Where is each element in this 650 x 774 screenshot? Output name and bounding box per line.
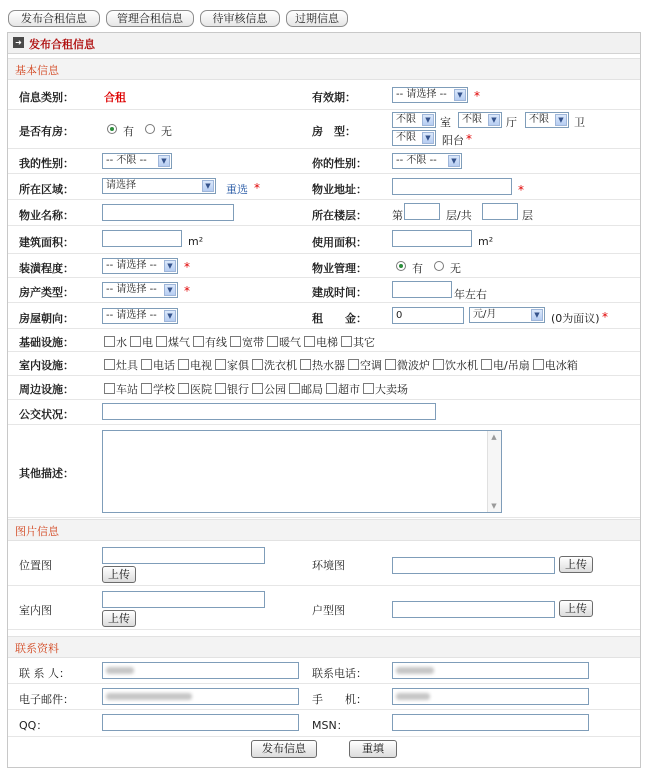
checkbox-option[interactable] xyxy=(156,336,190,349)
layout-label: 房 型： xyxy=(312,125,356,138)
build-time-suffix: 年左右 xyxy=(454,288,487,301)
required-star: * xyxy=(474,89,480,103)
row-contact-1 xyxy=(8,658,640,684)
checkbox-label: 银行 xyxy=(227,383,249,396)
checkbox-label: 电冰箱 xyxy=(544,359,578,372)
checkbox[interactable] xyxy=(252,359,263,370)
section-contact: 联系资料 xyxy=(8,636,640,658)
layout-hall-unit: 厅 xyxy=(506,116,517,129)
required-star: * xyxy=(466,132,472,146)
validity-label: 有效期： xyxy=(312,91,356,104)
checkbox-option[interactable] xyxy=(289,383,323,396)
checkbox-label: 微波炉 xyxy=(397,359,430,372)
environment-pic-file-input[interactable] xyxy=(392,557,555,574)
reset-button[interactable]: 重填 xyxy=(349,740,397,758)
checkbox-option[interactable] xyxy=(178,359,212,372)
chevron-down-icon: ▼ xyxy=(422,132,434,144)
has-room-no-radio[interactable] xyxy=(145,124,155,134)
tab-pending[interactable]: 待审核信息 xyxy=(200,10,280,27)
checkbox-option[interactable] xyxy=(104,383,138,396)
your-gender-label: 你的性别： xyxy=(312,157,367,170)
checkbox-option[interactable] xyxy=(130,336,153,349)
layout-balcony-unit: 阳台 xyxy=(442,134,464,147)
required-star: * xyxy=(602,310,608,324)
checkbox-label: 灶具 xyxy=(116,359,138,372)
scroll-down-icon[interactable]: ▼ xyxy=(491,502,497,510)
required-star: * xyxy=(254,181,260,195)
my-gender-label: 我的性别： xyxy=(19,157,74,170)
checkbox-option[interactable] xyxy=(215,359,249,372)
has-room-yes-radio[interactable] xyxy=(107,124,117,134)
nearby-group xyxy=(104,381,411,397)
contact-mobile-input[interactable] xyxy=(392,688,589,705)
chevron-down-icon: ▼ xyxy=(158,155,170,167)
environment-upload-button[interactable]: 上传 xyxy=(559,556,593,573)
address-input[interactable] xyxy=(392,178,512,195)
use-area-label: 使用面积： xyxy=(312,236,367,249)
district-label: 所在区域： xyxy=(19,183,74,196)
required-star: * xyxy=(184,260,190,274)
checkbox-option[interactable] xyxy=(252,359,297,372)
checkbox[interactable] xyxy=(481,359,492,370)
chevron-down-icon: ▼ xyxy=(422,114,434,126)
floor-label: 所在楼层： xyxy=(312,209,367,222)
layout-bath-unit: 卫 xyxy=(574,116,585,129)
checkbox-label: 学校 xyxy=(153,383,175,396)
checkbox[interactable] xyxy=(363,383,374,394)
info-type-value: 合租 xyxy=(104,91,126,104)
property-name-input[interactable] xyxy=(102,204,234,221)
row-other-description xyxy=(8,425,640,518)
checkbox-option[interactable] xyxy=(104,336,127,349)
layout-room-unit: 室 xyxy=(440,116,451,129)
checkbox[interactable] xyxy=(156,336,167,347)
publish-form-panel xyxy=(7,32,641,768)
checkbox-label: 洗衣机 xyxy=(264,359,297,372)
checkbox-label: 暖气 xyxy=(279,336,301,349)
house-type-label: 房产类型： xyxy=(19,286,74,299)
contact-msn-label: MSN： xyxy=(312,719,348,732)
address-label: 物业地址： xyxy=(312,183,367,196)
required-star: * xyxy=(518,183,524,197)
checkbox[interactable] xyxy=(433,359,444,370)
row-orientation xyxy=(8,303,640,329)
floor-total-input[interactable] xyxy=(482,203,518,220)
row-transit xyxy=(8,400,640,425)
floor-suffix: 层 xyxy=(522,209,533,222)
checkbox-option[interactable] xyxy=(385,359,430,372)
row-info-type xyxy=(8,81,640,110)
rent-unit-select[interactable]: 元/月 ▼ xyxy=(469,307,545,323)
checkbox[interactable] xyxy=(267,336,278,347)
redacted-value xyxy=(396,693,430,700)
other-label: 其他描述： xyxy=(19,467,74,480)
checkbox-label: 大卖场 xyxy=(375,383,408,396)
panel-titlebar xyxy=(8,33,640,54)
checkbox[interactable] xyxy=(104,359,115,370)
transit-label: 公交状况： xyxy=(19,408,74,421)
checkbox[interactable] xyxy=(215,359,226,370)
chevron-down-icon: ▼ xyxy=(448,155,460,167)
has-room-yes-label: 有 xyxy=(123,125,134,138)
checkbox-label: 电梯 xyxy=(316,336,338,349)
row-contact-3 xyxy=(8,710,640,737)
checkbox-label: 电视 xyxy=(190,359,212,372)
checkbox-option[interactable] xyxy=(141,383,175,396)
district-select[interactable]: 请选择 ▼ xyxy=(102,178,216,194)
checkbox-label: 宽带 xyxy=(242,336,264,349)
rent-input[interactable]: 0 xyxy=(392,307,464,324)
district-reset-link[interactable]: 重选 xyxy=(226,183,248,196)
checkbox-label: 饮水机 xyxy=(445,359,478,372)
checkbox-option[interactable] xyxy=(533,359,578,372)
rent-label: 租 金： xyxy=(312,312,367,325)
has-room-no-label: 无 xyxy=(161,125,172,138)
row-nearby-facilities xyxy=(8,376,640,400)
panel-title: 发布合租信息 xyxy=(29,38,95,51)
management-no-radio[interactable] xyxy=(434,261,444,271)
build-time-label: 建成时间： xyxy=(312,286,367,299)
other-description-textarea[interactable] xyxy=(102,430,502,513)
chevron-down-icon: ▼ xyxy=(164,284,176,296)
row-house-type xyxy=(8,278,640,303)
row-area xyxy=(8,226,640,254)
checkbox[interactable] xyxy=(304,336,315,347)
build-time-input[interactable] xyxy=(392,281,452,298)
checkbox[interactable] xyxy=(215,383,226,394)
contact-phone-label: 联系电话： xyxy=(312,667,367,680)
checkbox-option[interactable] xyxy=(267,336,301,349)
checkbox-option[interactable] xyxy=(215,383,249,396)
contact-person-input[interactable] xyxy=(102,662,299,679)
transit-input[interactable] xyxy=(102,403,436,420)
indoor-facilities-group xyxy=(104,357,581,373)
checkbox-label: 公园 xyxy=(264,383,286,396)
row-has-room xyxy=(8,110,640,149)
contact-phone-input[interactable] xyxy=(392,662,589,679)
checkbox[interactable] xyxy=(104,336,115,347)
chevron-down-icon: ▼ xyxy=(454,89,466,101)
floor-current-input[interactable] xyxy=(404,203,440,220)
checkbox-option[interactable] xyxy=(104,359,138,372)
location-pic-label: 位置图 xyxy=(19,559,52,572)
chevron-down-icon: ▼ xyxy=(531,309,543,321)
checkbox[interactable] xyxy=(341,336,352,347)
checkbox[interactable] xyxy=(533,359,544,370)
contact-email-input[interactable] xyxy=(102,688,299,705)
checkbox-label: 水 xyxy=(116,336,127,349)
decoration-label: 装潢程度： xyxy=(19,262,74,275)
scroll-up-icon[interactable]: ▲ xyxy=(491,433,497,441)
chevron-down-icon: ▼ xyxy=(164,260,176,272)
checkbox-option[interactable] xyxy=(326,383,360,396)
row-pictures-2 xyxy=(8,586,640,630)
management-yes-radio[interactable] xyxy=(396,261,406,271)
checkbox[interactable] xyxy=(178,359,189,370)
arrow-right-icon: ➜ xyxy=(13,37,24,48)
checkbox[interactable] xyxy=(230,336,241,347)
redacted-value xyxy=(396,667,434,674)
decoration-select[interactable]: -- 请选择 -- ▼ xyxy=(102,258,178,274)
validity-select[interactable]: -- 请选择 -- ▼ xyxy=(392,87,468,103)
location-pic-file-input[interactable] xyxy=(102,547,265,564)
house-type-select[interactable]: -- 请选择 -- ▼ xyxy=(102,282,178,298)
checkbox[interactable] xyxy=(348,359,359,370)
your-gender-select[interactable]: -- 不限 -- ▼ xyxy=(392,153,462,169)
checkbox[interactable] xyxy=(385,359,396,370)
row-decoration xyxy=(8,254,640,278)
checkbox-option[interactable] xyxy=(178,383,212,396)
checkbox-option[interactable] xyxy=(141,359,175,372)
property-name-label: 物业名称： xyxy=(19,209,74,222)
checkbox-label: 空调 xyxy=(360,359,382,372)
use-area-input[interactable] xyxy=(392,230,472,247)
layout-bath-select[interactable]: 不限 ▼ xyxy=(525,112,569,128)
has-room-label: 是否有房： xyxy=(19,125,74,138)
checkbox[interactable] xyxy=(300,359,311,370)
indoor-pic-file-input[interactable] xyxy=(102,591,265,608)
checkbox-option[interactable] xyxy=(193,336,227,349)
chevron-down-icon: ▼ xyxy=(202,180,214,192)
redacted-value xyxy=(106,693,192,700)
row-property-name xyxy=(8,200,640,226)
chevron-down-icon: ▼ xyxy=(555,114,567,126)
layout-balcony-select[interactable]: 不限 ▼ xyxy=(392,130,436,146)
floorplan-upload-button[interactable]: 上传 xyxy=(559,600,593,617)
section-pictures: 图片信息 xyxy=(8,519,640,541)
contact-person-label: 联 系 人： xyxy=(19,667,70,680)
checkbox-option[interactable] xyxy=(433,359,478,372)
checkbox-label: 其它 xyxy=(353,336,375,349)
floorplan-pic-file-input[interactable] xyxy=(392,601,555,618)
checkbox-label: 邮局 xyxy=(301,383,323,396)
orientation-label: 房屋朝向： xyxy=(19,312,74,325)
nearby-label: 周边设施： xyxy=(19,383,74,396)
checkbox[interactable] xyxy=(326,383,337,394)
contact-mobile-label: 手 机： xyxy=(312,693,367,706)
row-basic-facilities xyxy=(8,329,640,352)
row-contact-2 xyxy=(8,684,640,710)
checkbox-option[interactable] xyxy=(481,359,530,372)
floor-prefix: 第 xyxy=(392,209,403,222)
checkbox-label: 医院 xyxy=(190,383,212,396)
checkbox-label: 电话 xyxy=(153,359,175,372)
tab-manage[interactable]: 管理合租信息 xyxy=(106,10,194,27)
row-gender xyxy=(8,149,640,174)
checkbox-label: 煤气 xyxy=(168,336,190,349)
layout-room-select[interactable]: 不限 ▼ xyxy=(392,112,436,128)
section-basic-info: 基本信息 xyxy=(8,58,640,80)
redacted-value xyxy=(106,667,134,674)
checkbox[interactable] xyxy=(289,383,300,394)
checkbox[interactable] xyxy=(141,359,152,370)
checkbox-option[interactable] xyxy=(363,383,408,396)
tab-publish[interactable]: 发布合租信息 xyxy=(8,10,100,27)
row-indoor-facilities xyxy=(8,352,640,376)
checkbox-label: 有线 xyxy=(205,336,227,349)
checkbox-label: 电 xyxy=(142,336,153,349)
chevron-down-icon: ▼ xyxy=(488,114,500,126)
indoor-pic-label: 室内图 xyxy=(19,604,52,617)
floor-mid: 层/共 xyxy=(446,209,472,222)
checkbox-option[interactable] xyxy=(341,336,375,349)
checkbox[interactable] xyxy=(141,383,152,394)
management-yes-label: 有 xyxy=(412,262,423,275)
checkbox[interactable] xyxy=(252,383,263,394)
scrollbar[interactable] xyxy=(487,431,501,512)
checkbox[interactable] xyxy=(130,336,141,347)
checkbox-label: 电/吊扇 xyxy=(493,359,530,372)
checkbox-option[interactable] xyxy=(348,359,382,372)
checkbox[interactable] xyxy=(178,383,189,394)
build-area-unit: m² xyxy=(188,235,204,248)
chevron-down-icon: ▼ xyxy=(164,310,176,322)
info-type-label: 信息类别： xyxy=(19,91,74,104)
build-area-input[interactable] xyxy=(102,230,182,247)
contact-qq-input[interactable] xyxy=(102,714,299,731)
indoor-facilities-label: 室内设施： xyxy=(19,359,74,372)
indoor-upload-button[interactable]: 上传 xyxy=(102,610,136,627)
use-area-unit: m² xyxy=(478,235,494,248)
orientation-select[interactable]: -- 请选择 -- ▼ xyxy=(102,308,178,324)
build-area-label: 建筑面积： xyxy=(19,236,74,249)
contact-email-label: 电子邮件： xyxy=(19,693,74,706)
tab-expired[interactable]: 过期信息 xyxy=(286,10,348,27)
checkbox-label: 家俱 xyxy=(227,359,249,372)
checkbox-option[interactable] xyxy=(230,336,264,349)
required-star: * xyxy=(184,284,190,298)
rent-note: (0为面议) xyxy=(551,312,600,325)
environment-pic-label: 环境图 xyxy=(312,559,345,572)
location-upload-button[interactable]: 上传 xyxy=(102,566,136,583)
layout-hall-select[interactable]: 不限 ▼ xyxy=(458,112,502,128)
management-no-label: 无 xyxy=(450,262,461,275)
checkbox-option[interactable] xyxy=(300,359,345,372)
checkbox-option[interactable] xyxy=(304,336,338,349)
checkbox-label: 车站 xyxy=(116,383,138,396)
basic-facilities-label: 基础设施： xyxy=(19,336,74,349)
checkbox-label: 超市 xyxy=(338,383,360,396)
checkbox[interactable] xyxy=(104,383,115,394)
management-label: 物业管理： xyxy=(312,262,367,275)
checkbox-option[interactable] xyxy=(252,383,286,396)
contact-qq-label: QQ： xyxy=(19,719,48,732)
checkbox[interactable] xyxy=(193,336,204,347)
row-pictures-1 xyxy=(8,541,640,586)
row-district xyxy=(8,174,640,200)
my-gender-select[interactable]: -- 不限 -- ▼ xyxy=(102,153,172,169)
basic-facilities-group xyxy=(104,334,378,350)
floorplan-pic-label: 户型图 xyxy=(312,604,345,617)
contact-msn-input[interactable] xyxy=(392,714,589,731)
submit-button[interactable]: 发布信息 xyxy=(251,740,317,758)
checkbox-label: 热水器 xyxy=(312,359,345,372)
